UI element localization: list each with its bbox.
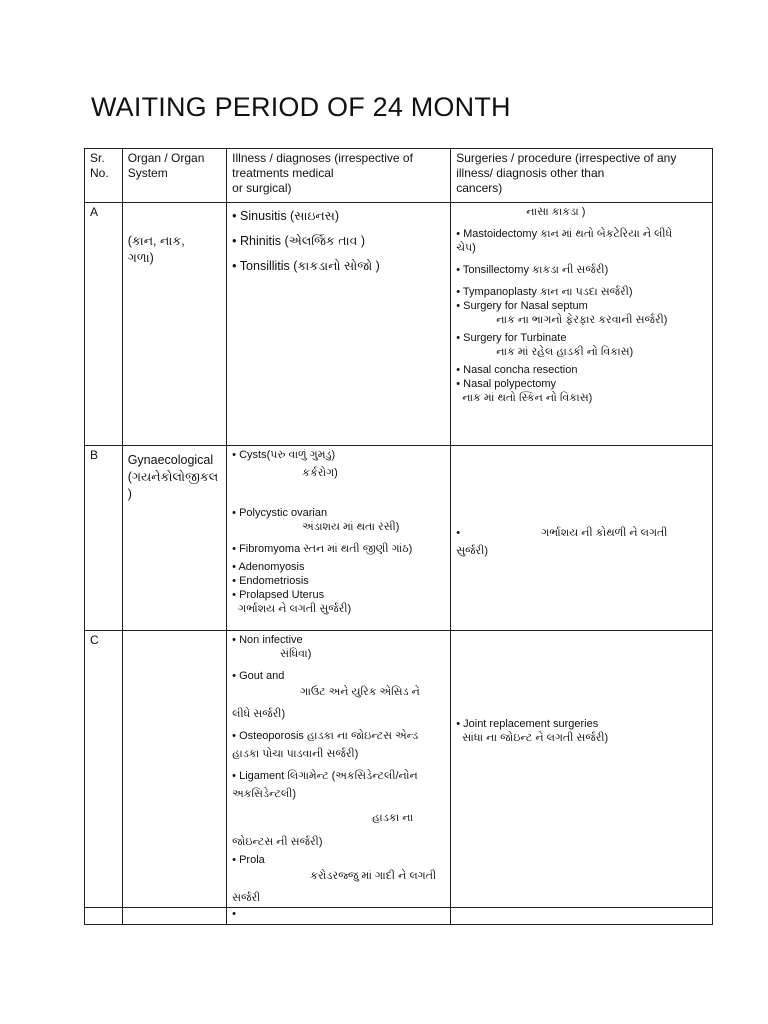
list-item: • Surgery for Turbinate: [456, 332, 567, 344]
list-item: સુર્જરી): [456, 545, 489, 557]
list-item: નાક ના ભાગનો ફેરફાર કરવાની સર્જરી): [496, 314, 668, 326]
list-item: નાક માં થતો સ્કિન નો વિકાસ): [462, 392, 593, 404]
list-item: નાસા કાકડા ): [526, 206, 586, 218]
list-item: • Joint replacement surgeries: [456, 718, 599, 730]
organ-cell: [122, 203, 226, 446]
list-item: ગર્ભાશય ની કોથળી ને લગતી: [541, 527, 668, 539]
list-item: • Endometriosis: [232, 575, 309, 587]
list-item: • Rhinitis (એલર્જિક તાવ ): [232, 234, 366, 248]
list-item: •: [232, 908, 237, 920]
header-surgeries: Surgeries / procedure (irrespective of any illness/ diagnosis other than cancers): [451, 149, 713, 203]
list-item: હાડકા ના: [372, 812, 414, 824]
organ-cell: [122, 446, 226, 631]
list-item: • Prolapsed Uterus: [232, 589, 325, 601]
list-item: • Osteoporosis હાડકા ના જોઇન્ટસ એન્ડ: [232, 730, 419, 742]
surgeries-cell: [451, 908, 713, 925]
list-item: • Mastoidectomy કાન માં થતો બેકટેરિયા ને લીધે: [456, 228, 673, 240]
list-item: સર્જરી: [232, 892, 261, 904]
list-item: • Tonsillectomy કાકડા ની સર્જરી): [456, 264, 609, 276]
list-item: અંડાશય માં થતા રસી): [302, 521, 400, 533]
illness-cell: [227, 203, 451, 446]
list-item: • Gout and: [232, 670, 285, 682]
table-row-c: [85, 631, 713, 908]
list-item: • Polycystic ovarian: [232, 507, 328, 519]
illness-cell: [227, 446, 451, 631]
list-item: • Tonsillitis (કાકડાનો સોજો ): [232, 259, 380, 273]
sr-cell: [85, 908, 123, 925]
header-sr-no: Sr. No.: [85, 149, 123, 203]
list-item: • Adenomyosis: [232, 561, 305, 573]
list-item: ચેપ): [456, 242, 476, 254]
header-organ-system: Organ / Organ System: [122, 149, 226, 203]
list-item: અકસિડેન્ટલી): [232, 788, 297, 800]
table-header-row: [85, 149, 713, 203]
list-item: હાડકા પોચા પાડવાની સર્જરી): [232, 748, 359, 760]
surgeries-cell: [451, 446, 713, 631]
list-item: સાંધા ના જોઇન્ટ ને લગતી સર્જરી): [462, 732, 609, 744]
illness-cell: [227, 908, 451, 925]
list-item: •: [456, 527, 461, 539]
header-illness: Illness / diagnoses (irrespective of treatments medical or surgical): [227, 149, 451, 203]
list-item: • Nasal concha resection: [456, 364, 578, 376]
sr-cell: A: [85, 203, 123, 446]
organ-text: (કાન, નાક, ગળા): [127, 234, 185, 265]
list-item: કર્કરોગ): [302, 467, 338, 479]
organ-cell: [122, 908, 226, 925]
list-item: • Cysts(પરુ વાળું ગુમડું): [232, 449, 336, 461]
list-item: ગર્ભાશય ને લગતી સુર્જરી): [238, 603, 352, 615]
sr-cell: B: [85, 446, 123, 631]
list-item: • Fibromyoma સ્તન માં થતી જીણી ગાંઠ): [232, 543, 413, 555]
list-item: • Surgery for Nasal septum: [456, 300, 588, 312]
table-row-blank: [85, 908, 713, 925]
list-item: • Nasal polypectomy: [456, 378, 557, 390]
list-item: • Ligament લિગામેન્ટ (અકસિડેન્ટલી/નોન: [232, 770, 418, 782]
list-item: સંધિવા): [280, 648, 312, 660]
list-item: કરોડરજ્જુ માં ગાદી ને લગતી: [310, 870, 437, 882]
list-item: જોઇન્ટસ ની સર્જરી): [232, 836, 323, 848]
surgeries-cell: [451, 631, 713, 908]
surgeries-cell: [451, 203, 713, 446]
organ-text: Gynaecological (ગયનેકોલોજીકલ ): [127, 453, 219, 501]
waiting-period-table: [84, 148, 713, 925]
sr-cell: C: [85, 631, 123, 908]
table-row-b: [85, 446, 713, 631]
list-item: • Tympanoplasty કાન ના પડદા સર્જરી): [456, 286, 633, 298]
table-row-a: [85, 203, 713, 446]
illness-cell: [227, 631, 451, 908]
list-item: • Sinusitis (સાઇનસ): [232, 209, 340, 223]
list-item: • Prola: [232, 854, 265, 866]
list-item: નાક માં રહેલ હાડકી નો વિકાસ): [496, 346, 634, 358]
list-item: ગાઉટ અને યુરિક એસિડ ને: [300, 686, 420, 698]
list-item: • Non infective: [232, 634, 303, 646]
organ-cell: [122, 631, 226, 908]
page-title: WAITING PERIOD OF 24 MONTH: [91, 92, 511, 122]
list-item: લીધે સર્જરી): [232, 708, 286, 720]
